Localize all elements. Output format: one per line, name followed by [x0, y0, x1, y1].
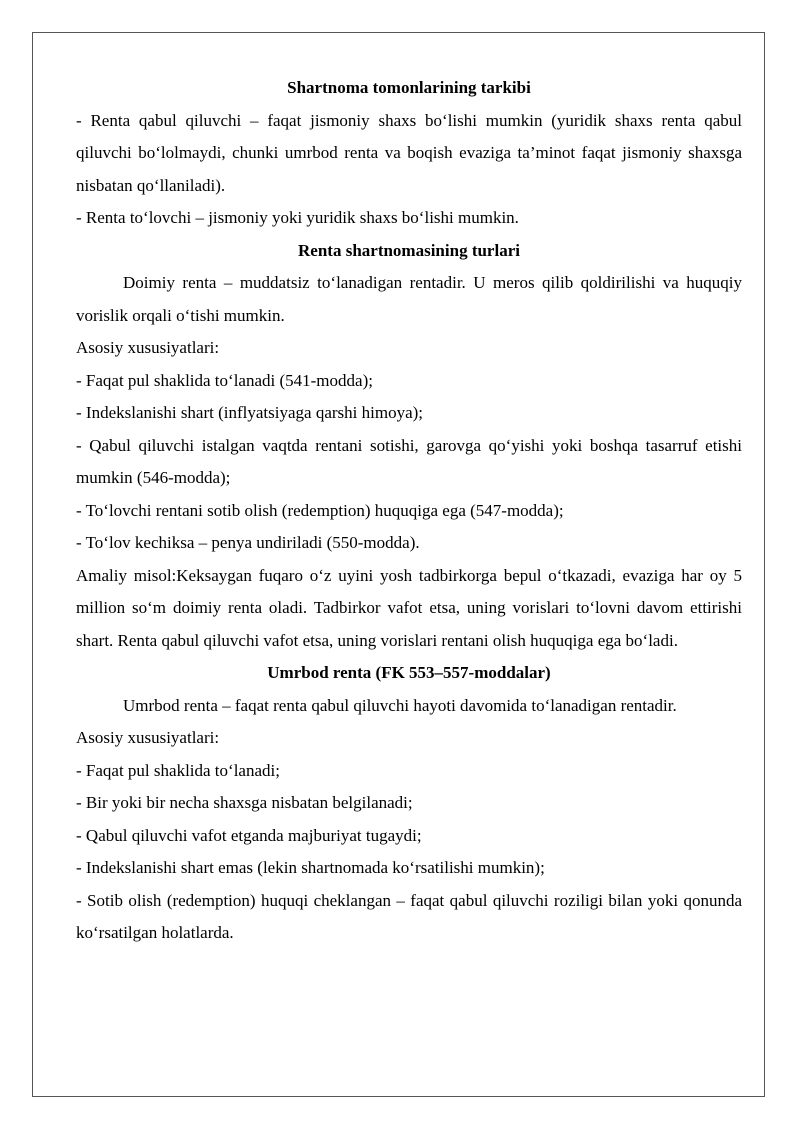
list-item-redemption: - To‘lovchi rentani sotib olish (redemption) huquqiga ega (547-modda);	[76, 500, 564, 520]
paragraph-lifetime-rent-definition: Umrbod renta – faqat renta qabul qiluvchi hayoti davomida to‘lanadigan rentadir.	[123, 695, 677, 715]
list-item-penalty: - To‘lov kechiksa – penya undiriladi (550-modda).	[76, 533, 420, 552]
paragraph-permanent-rent-definition: Doimiy renta – muddatsiz to‘lanadigan rentadir. U meros qilib qoldirilishi va huquqiy vorislik orqali o‘tishi mumkin.	[76, 273, 742, 325]
document-body	[76, 72, 742, 950]
list-item-redemption-limited: - Sotib olish (redemption) huquqi cheklangan – faqat qabul qiluvchi roziligi bilan yoki qonunda ko‘rsatilgan holatlarda.	[76, 890, 742, 942]
section-heading-parties: Shartnoma tomonlarining tarkibi	[287, 78, 531, 97]
list-item-indexation: - Indekslanishi shart (inflyatsiyaga qarshi himoya);	[76, 403, 423, 422]
section-heading-lifetime-rent: Umrbod renta (FK 553–557-moddalar)	[267, 663, 551, 682]
paragraph-recipient: - Renta qabul qiluvchi – faqat jismoniy shaxs bo‘lishi mumkin (yuridik shaxs renta qabul qiluvchi bo‘lolmaydi, chunki umrbod renta va boqish evaziga ta’minot faqat jismoniy shaxsga nisbatan qo‘llaniladi).	[76, 110, 742, 195]
paragraph-practical-example: Amaliy misol:Keksaygan fuqaro o‘z uyini yosh tadbirkorga bepul o‘tkazadi, evaziga har oy 5 million so‘m doimiy renta oladi. Tadbirkor vafot etsa, uning vorislari to‘lovni davom ettirishi shart. Renta qabul qiluvchi vafot etsa, uning vorislari rentani olish huquqiga ega bo‘ladi.	[76, 565, 742, 650]
list-item-disposal: - Qabul qiluvchi istalgan vaqtda rentani sotishi, garovga qo‘yishi yoki boshqa tasarruf etishi mumkin (546-modda);	[76, 435, 742, 487]
list-item-indexation-optional: - Indekslanishi shart emas (lekin shartnomada ko‘rsatilishi mumkin);	[76, 858, 545, 877]
section-heading-types: Renta shartnomasining turlari	[298, 240, 520, 260]
paragraph-payer: - Renta to‘lovchi – jismoniy yoki yuridik shaxs bo‘lishi mumkin.	[76, 208, 519, 227]
paragraph-main-features-label: Asosiy xususiyatlari:	[76, 338, 220, 357]
list-item-obligation-ends: - Qabul qiluvchi vafot etganda majburiyat tugaydi;	[76, 825, 422, 845]
list-item-persons: - Bir yoki bir necha shaxsga nisbatan belgilanadi;	[76, 793, 413, 812]
list-item-money-only-2: - Faqat pul shaklida to‘lanadi;	[76, 760, 280, 780]
paragraph-main-features-label-2: Asosiy xususiyatlari:	[76, 728, 220, 747]
list-item-money-only: - Faqat pul shaklida to‘lanadi (541-modda);	[76, 370, 373, 390]
